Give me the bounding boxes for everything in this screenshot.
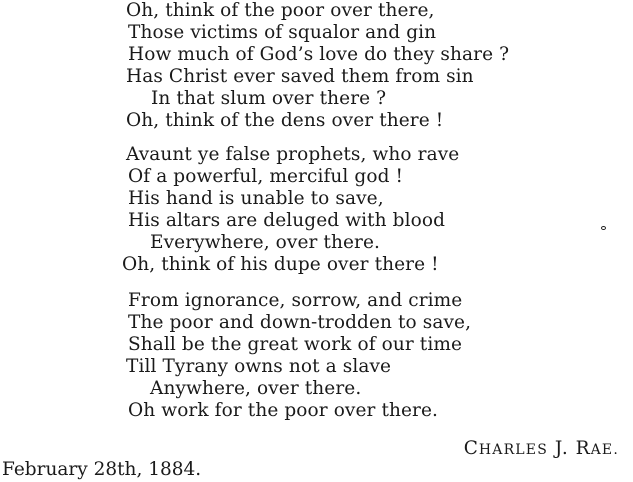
poem-line: Oh, think of his dupe over there ! [122, 254, 439, 275]
poem-line: Oh, think of the poor over there, [126, 0, 435, 21]
ink-speck-icon [601, 226, 606, 230]
poem-line: In that slum over there ? [151, 88, 387, 109]
poem-line: Avaunt ye false prophets, who rave [126, 144, 460, 165]
signature-initial: C [463, 438, 479, 459]
poem-line: Anywhere, over there. [150, 378, 362, 399]
poem-line: Oh, think of the dens over there ! [126, 110, 444, 131]
poem-line: His altars are deluged with blood [128, 210, 446, 231]
signature-initial: R [575, 438, 591, 459]
signature-smallcaps: AE. [590, 442, 619, 458]
poem-line: His hand is unable to save, [128, 188, 384, 209]
author-signature [464, 438, 619, 461]
poem-line: Shall be the great work of our time [128, 334, 463, 355]
poem-line: The poor and down-trodden to save, [128, 312, 472, 333]
poem-line: Everywhere, over there. [150, 232, 380, 253]
poem-line: Oh work for the poor over there. [128, 400, 439, 421]
poem-line: How much of God’s love do they share ? [128, 44, 510, 65]
poem-line: Of a powerful, merciful god ! [128, 166, 404, 187]
signature-smallcaps: HARLES [478, 442, 549, 458]
signature-middle: J. [554, 438, 569, 459]
poem-line: Those victims of squalor and gin [128, 22, 437, 43]
poem-date: February 28th, 1884. [2, 459, 202, 480]
poem-line: Has Christ ever saved them from sin [126, 66, 474, 87]
poem-line: Till Tyrany owns not a slave [126, 356, 392, 377]
poem-line: From ignorance, sorrow, and crime [128, 290, 463, 311]
